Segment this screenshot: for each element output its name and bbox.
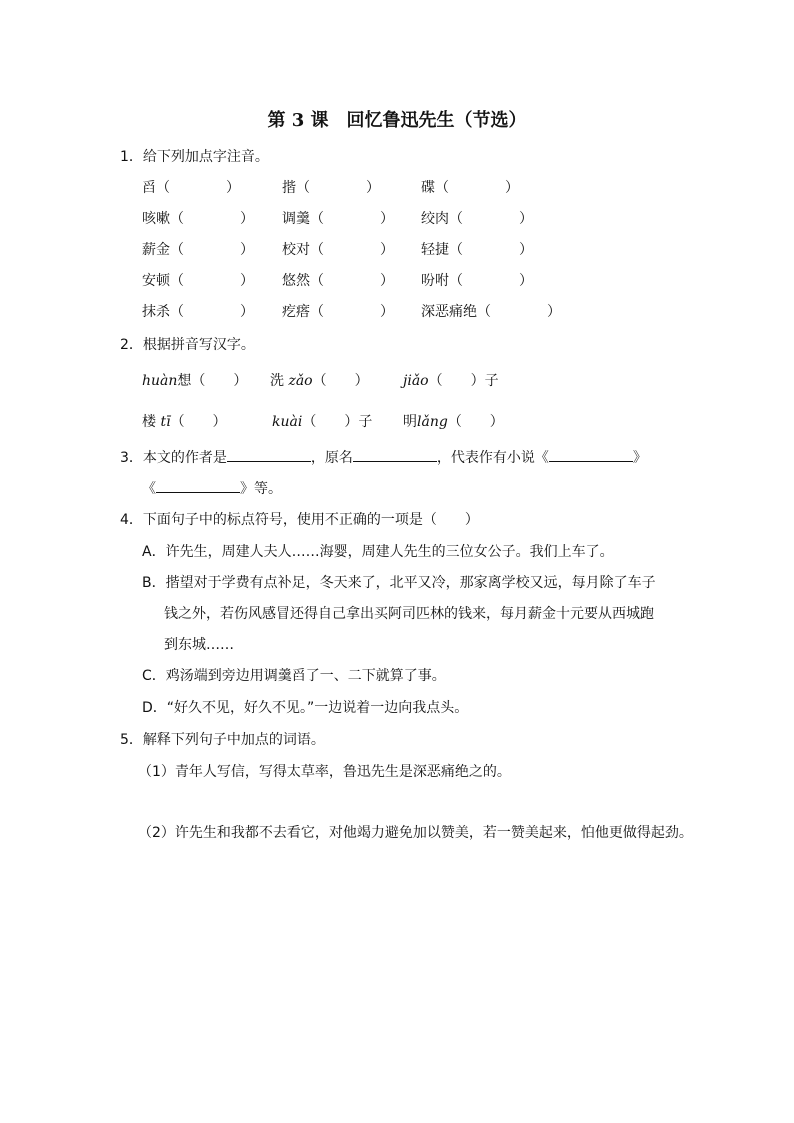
- q1-item: 舀（ ）: [142, 180, 240, 196]
- q4-stem: 4．下面句子中的标点符号，使用不正确的一项是（ ）: [120, 512, 479, 528]
- q1-item: 疙瘩（ ）: [282, 304, 394, 320]
- q2-item: 明lǎng（ ）: [403, 414, 504, 430]
- page-title: 第 3 课 回忆鲁迅先生（节选）: [267, 110, 527, 131]
- q1-item: 咳嗽（ ）: [142, 211, 254, 227]
- q4-option-b: B．揩望对于学费有点补足，冬天来了，北平又冷，那家离学校又远，每月除了车子: [142, 575, 656, 591]
- answer-blank[interactable]: [549, 447, 633, 462]
- q1-item: 深恶痛绝（ ）: [421, 304, 561, 320]
- q1-item: 调羹（ ）: [282, 211, 394, 227]
- q2-stem: 2．根据拼音写汉字。: [120, 337, 255, 353]
- answer-blank[interactable]: [353, 447, 437, 462]
- answer-blank[interactable]: [156, 478, 240, 493]
- q2-item: jiǎo（ ）子: [403, 373, 499, 389]
- q2-item: 楼 tī（ ）: [142, 414, 227, 430]
- pinyin: jiǎo: [403, 373, 429, 389]
- q4-option-b-cont: 到东城……: [164, 637, 234, 653]
- q1-item: 校对（ ）: [282, 242, 394, 258]
- q4-option-c: C．鸡汤端到旁边用调羹舀了一、二下就算了事。: [142, 668, 446, 684]
- q1-item: 轻捷（ ）: [421, 242, 533, 258]
- answer-blank[interactable]: [227, 447, 311, 462]
- q5-stem: 5．解释下列句子中加点的词语。: [120, 732, 325, 748]
- q1-item: 抹杀（ ）: [142, 304, 254, 320]
- q1-item: 薪金（ ）: [142, 242, 254, 258]
- q2-item: kuài（ ）子: [272, 414, 373, 430]
- q1-item: 揩（ ）: [282, 180, 380, 196]
- q1-item: 吩咐（ ）: [421, 273, 533, 289]
- q5-sentence-1: （1）青年人写信，写得太草率，鲁迅先生是深恶痛绝之的。: [138, 764, 511, 780]
- q1-item: 安顿（ ）: [142, 273, 254, 289]
- q4-option-a: A．许先生，周建人夫人……海婴，周建人先生的三位女公子。我们上车了。: [142, 544, 614, 560]
- pinyin: tī: [160, 414, 171, 430]
- q1-stem: 1．给下列加点字注音。: [120, 149, 269, 165]
- q1-item: 悠然（ ）: [282, 273, 394, 289]
- q1-item: 绞肉（ ）: [421, 211, 533, 227]
- pinyin: lǎng: [417, 414, 448, 430]
- q4-option-d: D．“好久不见，好久不见。”一边说着一边向我点头。: [142, 700, 469, 716]
- q4-option-b-cont: 钱之外，若伤风感冒还得自己拿出买阿司匹林的钱来，每月薪金十元要从西城跑: [164, 606, 654, 622]
- q2-item: huàn想（ ）: [142, 373, 248, 389]
- q3-line1: 3．本文的作者是 ，原名 ，代表作有小说《 》: [120, 447, 647, 467]
- q1-item: 碟（ ）: [421, 180, 519, 196]
- pinyin: zǎo: [288, 373, 313, 389]
- pinyin: kuài: [272, 414, 303, 430]
- q2-item: 洗 zǎo（ ）: [270, 373, 369, 389]
- q3-line2: 《 》等。: [142, 478, 282, 498]
- q5-sentence-2: （2）许先生和我都不去看它，对他竭力避免加以赞美，若一赞美起来，怕他更做得起劲。: [138, 825, 693, 841]
- pinyin: huàn: [142, 373, 178, 389]
